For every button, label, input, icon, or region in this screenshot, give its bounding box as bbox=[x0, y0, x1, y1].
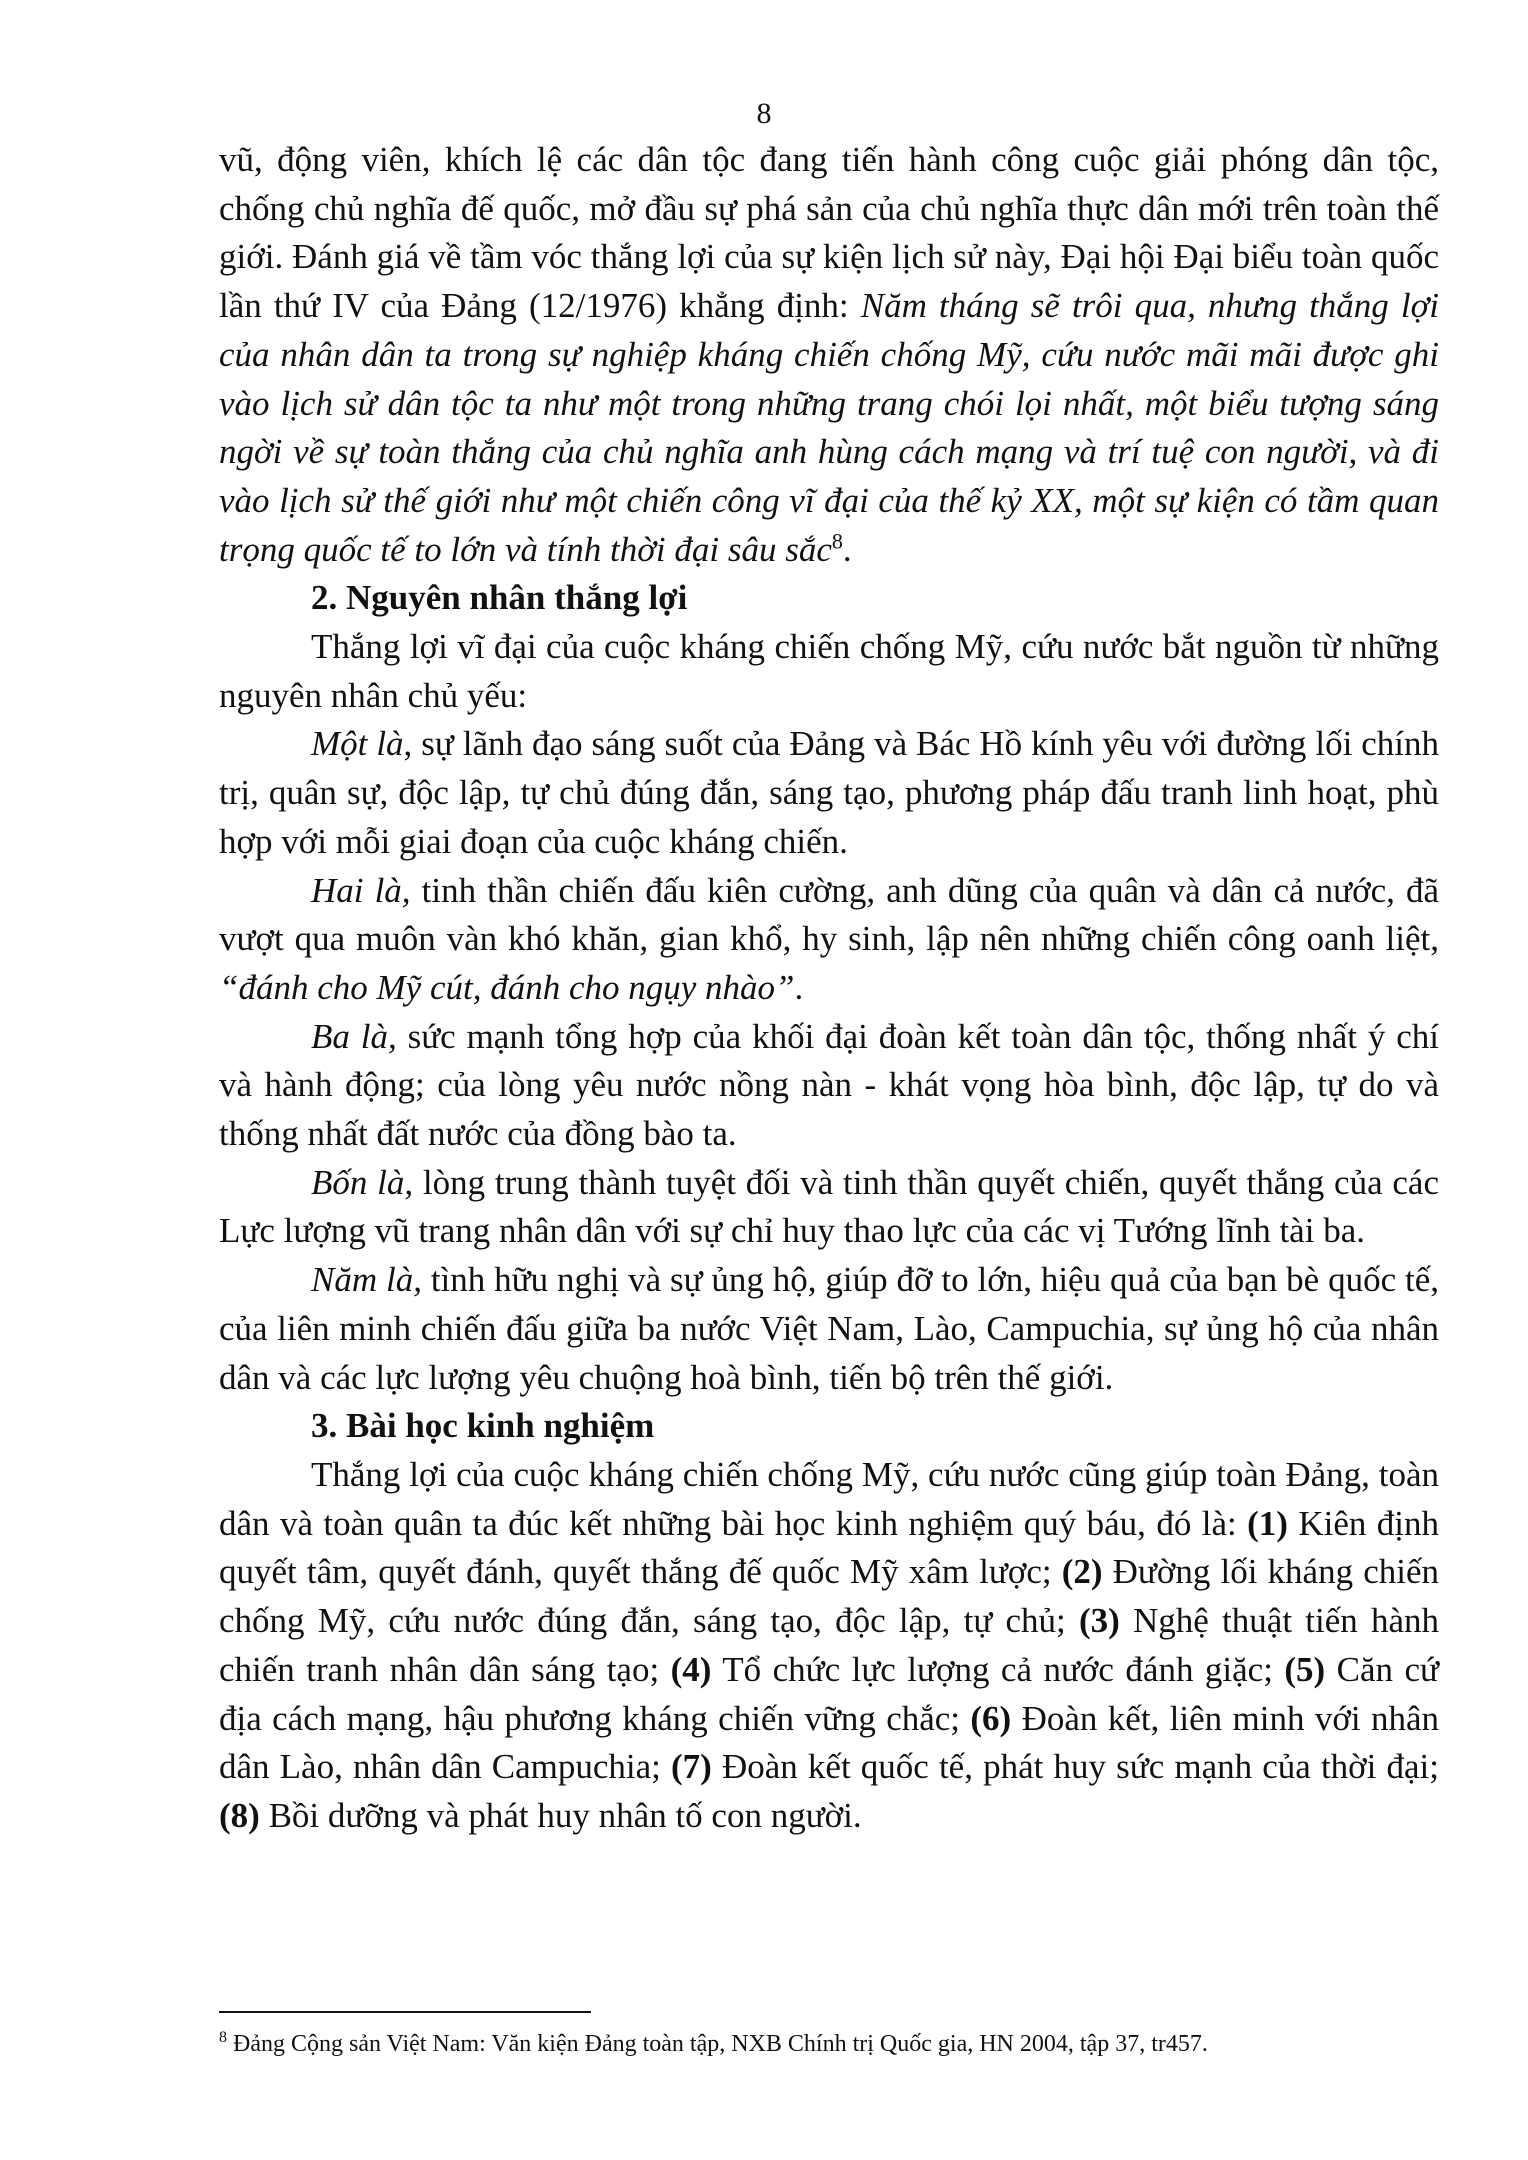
lesson-number: (6) bbox=[970, 1698, 1012, 1738]
cause-lead: Năm là, bbox=[311, 1260, 422, 1300]
lesson-number: (2) bbox=[1061, 1552, 1103, 1592]
lesson-text: Đoàn kết, liên minh với nhân dân Lào, nhân dân Campuchia; bbox=[219, 1698, 1439, 1787]
lesson-text: Căn cứ địa cách mạng, hậu phương kháng chiến vững chắc; bbox=[219, 1649, 1439, 1738]
lesson-number: (1) bbox=[1247, 1503, 1288, 1543]
slogan-quote: “đánh cho Mỹ cút, đánh cho ngụy nhào” bbox=[219, 967, 795, 1007]
cause-item-2 bbox=[219, 867, 1439, 1013]
footnote bbox=[219, 2028, 1439, 2060]
cause-item-4 bbox=[219, 1159, 1439, 1256]
lesson-text: Nghệ thuật tiến hành chiến tranh nhân dân sáng tạo; bbox=[219, 1601, 1439, 1689]
section-causes-intro: Thắng lợi vĩ đại của cuộc kháng chiến chống Mỹ, cứu nước bắt nguồn từ những nguyên nhân chủ yếu: bbox=[219, 627, 1439, 715]
cause-lead: Hai là, bbox=[311, 870, 411, 910]
cause-text: lòng trung thành tuyệt đối và tinh thần quyết chiến, quyết thắng của các Lực lượng vũ trang nhân dân với sự chỉ huy thao lực của các vị Tướng lĩnh tài ba. bbox=[219, 1162, 1439, 1251]
lesson-text: Đoàn kết quốc tế, phát huy sức mạnh của thời đại; bbox=[711, 1747, 1440, 1787]
lessons-paragraph bbox=[219, 1451, 1439, 1841]
cause-item-3 bbox=[219, 1013, 1439, 1159]
paragraph-intro bbox=[219, 136, 1439, 574]
paragraph-text: vũ, động viên, khích lệ các dân tộc đang tiến hành công cuộc giải phóng dân tộc, chống chủ nghĩa đế quốc, mở đầu sự phá sản của chủ nghĩa thực dân mới trên toàn thế giới. Đánh giá về tầm vóc thắng lợi của sự kiện lịch sử này, Đại hội Đại biểu toàn quốc lần thứ IV của Đảng (12/1976) khẳng định: bbox=[219, 140, 1439, 326]
footnote-text: Đảng Cộng sản Việt Nam: Văn kiện Đảng toàn tập, NXB Chính trị Quốc gia, HN 2004, tập 37, tr457. bbox=[227, 2031, 1208, 2057]
cause-item-1 bbox=[219, 720, 1439, 866]
lesson-number: (3) bbox=[1079, 1601, 1120, 1641]
cause-lead: Ba là, bbox=[311, 1016, 397, 1056]
footnote-reference[interactable]: 8 bbox=[831, 527, 843, 553]
lessons-intro: Thắng lợi của cuộc kháng chiến chống Mỹ, cứu nước cũng giúp toàn Đảng, toàn dân và toàn quân ta đúc kết những bài học kinh nghiệm quý báu, đó là: bbox=[219, 1454, 1439, 1543]
cause-text: tình hữu nghị và sự ủng hộ, giúp đỡ to lớn, hiệu quả của bạn bè quốc tế, của liên minh chiến đấu giữa ba nước Việt Nam, Lào, Campuchia, sự ủng hộ của nhân dân và các lực lượng yêu chuộng hoà bình, tiến bộ trên thế giới. bbox=[219, 1260, 1439, 1397]
cause-lead: Một là bbox=[311, 724, 404, 764]
paragraph-end: . bbox=[842, 529, 852, 569]
document-body bbox=[219, 136, 1439, 1841]
congress-quote: Năm tháng sẽ trôi qua, nhưng thắng lợi của nhân dân ta trong sự nghiệp kháng chiến chống Mỹ, cứu nước mãi mãi được ghi vào lịch sử dân tộc ta như một trong những trang chói lọi nhất, một biểu tượng sáng ngời về sự toàn thắng của chủ nghĩa anh hùng cách mạng và trí tuệ con người, và đi vào lịch sử thế giới như một chiến công vĩ đại của thế kỷ XX, một sự kiện có tầm quan trọng quốc tế to lớn và tính thời đại sâu sắc bbox=[219, 286, 1439, 569]
cause-text: sức mạnh tổng hợp của khối đại đoàn kết toàn dân tộc, thống nhất ý chí và hành động; của lòng yêu nước nồng nàn - khát vọng hòa bình, độc lập, tự do và thống nhất đất nước của đồng bào ta. bbox=[219, 1016, 1439, 1154]
cause-item-5 bbox=[219, 1256, 1439, 1402]
footnote-divider bbox=[219, 2011, 591, 2013]
lesson-number: (7) bbox=[671, 1747, 712, 1787]
lesson-text: Đường lối kháng chiến chống Mỹ, cứu nước đúng đắn, sáng tạo, độc lập, tự chủ; bbox=[219, 1552, 1439, 1641]
lesson-number: (5) bbox=[1284, 1649, 1326, 1689]
lesson-text: Bồi dưỡng và phát huy nhân tố con người. bbox=[259, 1795, 862, 1835]
lesson-number: (8) bbox=[219, 1795, 260, 1835]
page-number: 8 bbox=[756, 97, 772, 130]
cause-lead: Bốn là, bbox=[311, 1162, 414, 1202]
cause-end: . bbox=[794, 967, 804, 1007]
lesson-text: Tổ chức lực lượng cả nước đánh giặc; bbox=[711, 1649, 1285, 1689]
lesson-text: Kiên định quyết tâm, quyết đánh, quyết thắng đế quốc Mỹ xâm lược; bbox=[219, 1503, 1440, 1592]
section-heading-causes: 2. Nguyên nhân thắng lợi bbox=[311, 578, 688, 618]
cause-text: tinh thần chiến đấu kiên cường, anh dũng của quân và dân cả nước, đã vượt qua muôn vàn khó khăn, gian khổ, hy sinh, lập nên những chiến công oanh liệt, bbox=[219, 870, 1439, 959]
section-heading-lessons: 3. Bài học kinh nghiệm bbox=[311, 1406, 655, 1446]
cause-text: , sự lãnh đạo sáng suốt của Đảng và Bác Hồ kính yêu với đường lối chính trị, quân sự, độc lập, tự chủ đúng đắn, sáng tạo, phương pháp đấu tranh linh hoạt, phù hợp với mỗi giai đoạn của cuộc kháng chiến. bbox=[219, 724, 1439, 861]
footnote-number: 8 bbox=[219, 2029, 227, 2046]
lesson-number: (4) bbox=[670, 1649, 712, 1689]
